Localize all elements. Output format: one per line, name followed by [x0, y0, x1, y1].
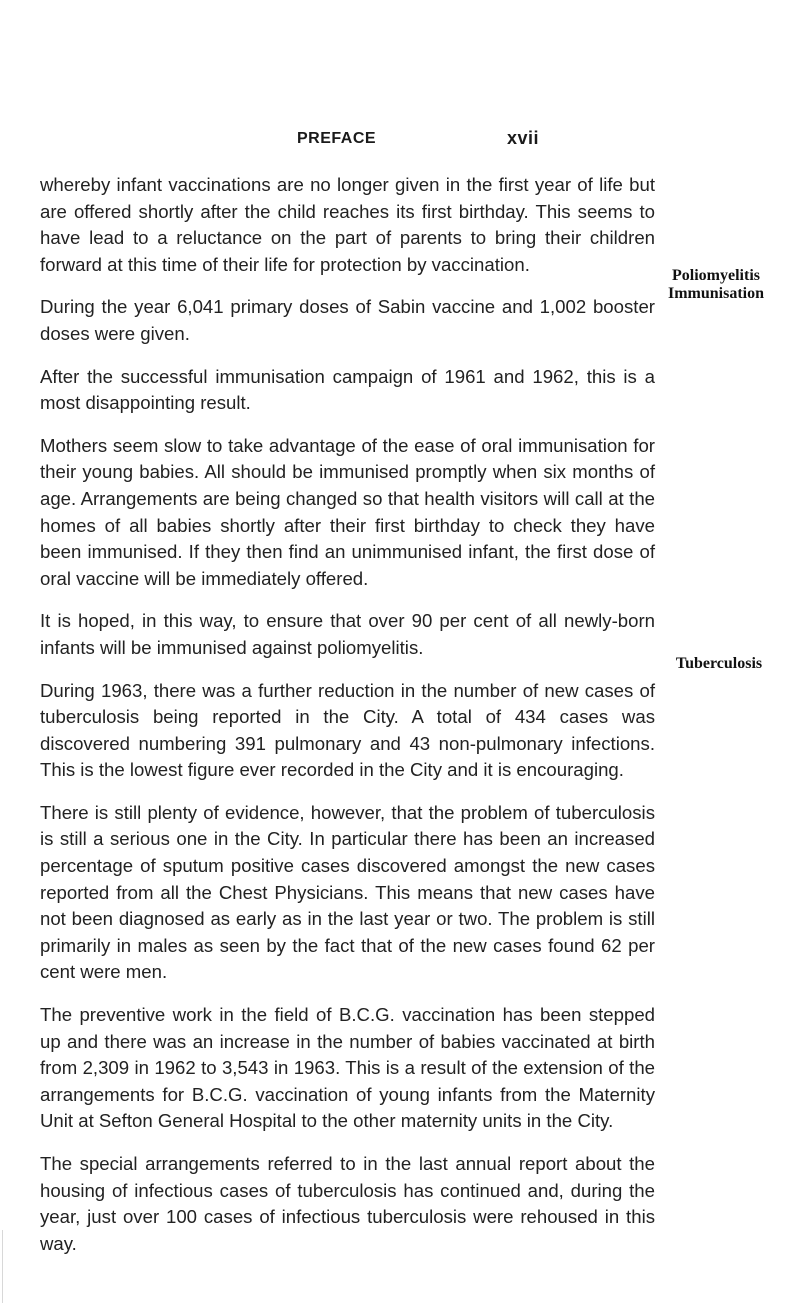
- paragraph: During the year 6,041 primary doses of Sabin vaccine and 1,002 booster doses were given.: [40, 296, 655, 344]
- paragraph: Mothers seem slow to take advantage of the ease of oral immunisation for their young babies. All should be immunised promptly when six months of age. Arrangements are being changed so that health visitors will call at the homes of all babies shortly after their first birthday to check they have been immunised. If they then find an unimmunised infant, the first dose of oral vaccine will be immediately offered.: [40, 434, 655, 589]
- scan-edge-line: [2, 1230, 3, 1303]
- sidenote-poliomyelitis-immunisation: [652, 267, 780, 303]
- paragraph: whereby infant vaccinations are no longer given in the first year of life but are offered shortly after the child reaches its first birthday. This seems to have lead to a reluctance on the part of parents to bring their children forward at this time of their life for protection by vaccination.: [40, 174, 655, 275]
- paragraph: It is hoped, in this way, to ensure that over 90 per cent of all newly-born infants will be immunised against poliomyelitis.: [40, 610, 655, 658]
- paragraph: The preventive work in the field of B.C.G. vaccination has been stepped up and there was an increase in the number of babies vaccinated at birth from 2,309 in 1962 to 3,543 in 1963. This is a result of the extension of the arrangements for B.C.G. vaccination of young infants from the Maternity Unit at Sefton General Hospital to the other maternity units in the City.: [40, 1004, 655, 1132]
- sidenote-line: Poliomyelitis: [672, 267, 760, 284]
- running-title: PREFACE: [297, 130, 377, 147]
- paragraph: During 1963, there was a further reduction in the number of new cases of tuberculosis being reported in the City. A total of 434 cases was discovered numbering 391 pulmonary and 43 non-pulmonary infections. This is the lowest figure ever recorded in the City and it is encouraging.: [40, 679, 655, 781]
- paragraph: The special arrangements referred to in the last annual report about the housing of infectious cases of tuberculosis has continued and, during the year, just over 100 cases of infectious tuberculosis were rehoused in this way.: [40, 1153, 655, 1254]
- sidenote-line: Immunisation: [667, 285, 765, 302]
- page-header: [0, 130, 800, 154]
- page-number: xvii: [507, 128, 540, 148]
- body-text: [40, 172, 655, 1273]
- sidenote-tuberculosis: Tuberculosis: [675, 655, 763, 672]
- paragraph: After the successful immunisation campaign of 1961 and 1962, this is a most disappointing result.: [40, 365, 655, 414]
- paragraph: There is still plenty of evidence, however, that the problem of tuberculosis is still a serious one in the City. In particular there has been an increased percentage of sputum positive cases discovered amongst the new cases reported from all the Chest Physicians. This means that new cases have not been diagnosed as early as in the last year or two. The problem is still primarily in males as seen by the fact that of the new cases found 62 per cent were men.: [40, 801, 655, 983]
